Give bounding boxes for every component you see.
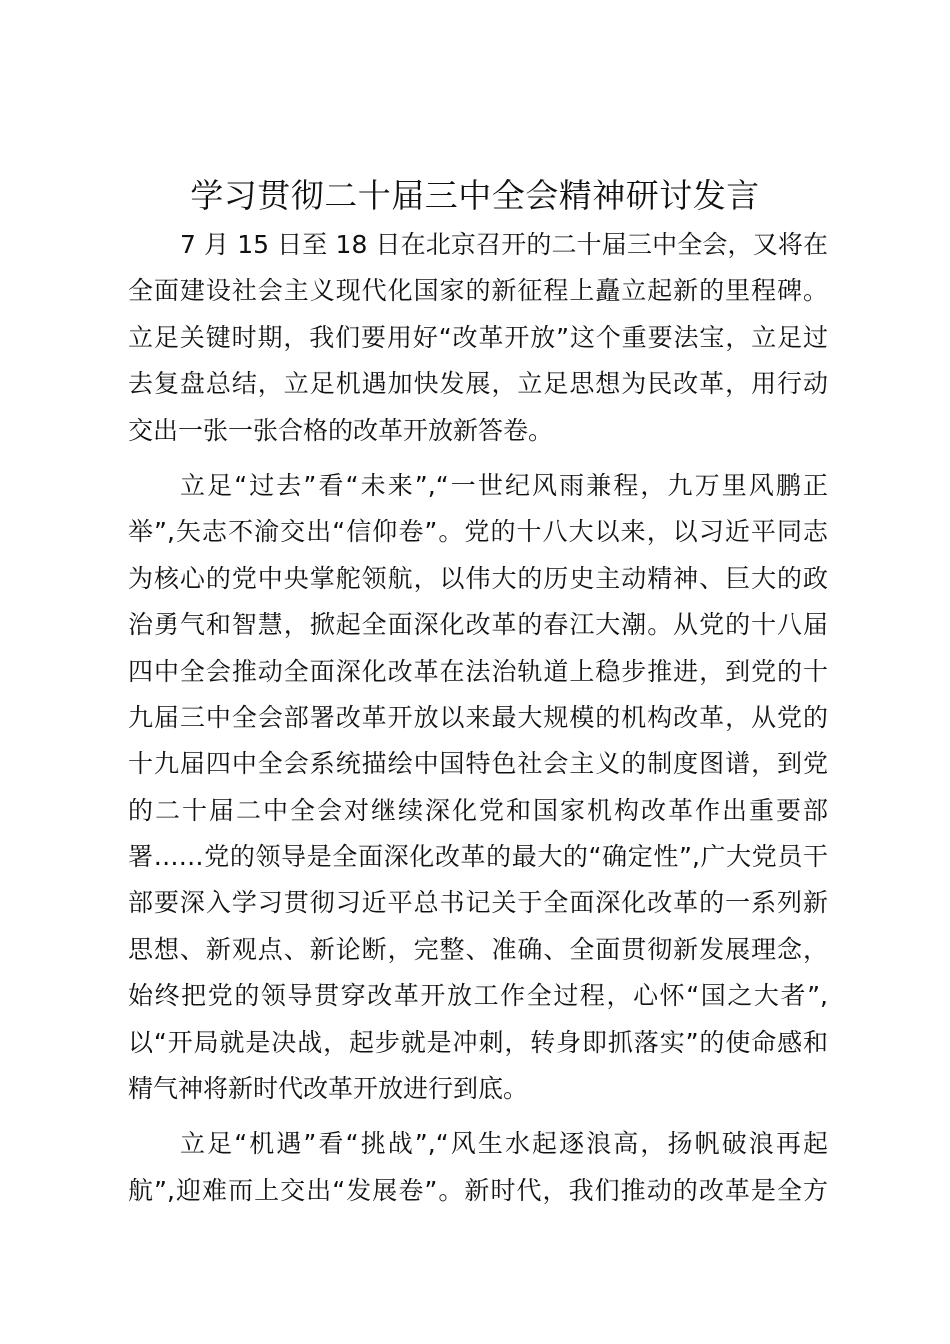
paragraph-line: 立足“机遇”看“挑战”,“风生水起逐浪高，扬帆破浪再起 [180, 1129, 828, 1159]
paragraph-line: 部要深入学习贯彻习近平总书记关于全面深化改革的一系列新 [128, 888, 828, 918]
paragraph-line: 十九届四中全会系统描绘中国特色社会主义的制度图谱，到党 [128, 749, 828, 779]
paragraph-line: 去复盘总结，立足机遇加快发展，立足思想为民改革，用行动 [128, 369, 828, 399]
paragraph-line: 四中全会推动全面深化改革在法治轨道上稳步推进，到党的十 [128, 656, 828, 686]
paragraph-line: 的二十届二中全会对继续深化党和国家机构改革作出重要部 [128, 795, 828, 825]
document-title: 学习贯彻二十届三中全会精神研讨发言 [190, 176, 760, 215]
paragraph-line: 立足“过去”看“未来”,“一世纪风雨兼程，九万里风鹏正 [180, 470, 828, 500]
paragraph-line: 为核心的党中央掌舵领航，以伟大的历史主动精神、巨大的政 [128, 563, 828, 593]
paragraph-line: 全面建设社会主义现代化国家的新征程上矗立起新的里程碑。 [128, 276, 828, 306]
paragraph-line: 7 月 15 日至 18 日在北京召开的二十届三中全会，又将在 [180, 230, 828, 259]
paragraph-line: 始终把党的领导贯穿改革开放工作全过程，心怀“国之大者”, [128, 981, 828, 1011]
paragraph-line: 交出一张一张合格的改革开放新答卷。 [128, 415, 554, 445]
document-body [128, 222, 828, 1214]
paragraph-line: 九届三中全会部署改革开放以来最大规模的机构改革，从党的 [128, 702, 828, 732]
paragraph-line: 航”,迎难而上交出“发展卷”。新时代，我们推动的改革是全方 [128, 1175, 828, 1205]
paragraph-spacer [128, 454, 828, 463]
paragraph-line: 治勇气和智慧，掀起全面深化改革的春江大潮。从党的十八届 [128, 610, 828, 640]
paragraph-line: 精气神将新时代改革开放进行到底。 [128, 1074, 529, 1104]
paragraph-line: 以“开局就是决战，起步就是冲刺，转身即抓落实”的使命感和 [128, 1027, 828, 1057]
paragraph-line: 思想、新观点、新论断，完整、准确、全面贯彻新发展理念， [128, 934, 828, 964]
paragraph-3 [128, 1121, 828, 1214]
paragraph-2 [128, 463, 828, 1112]
paragraph-line: 立足关键时期，我们要用好“改革开放”这个重要法宝，立足过 [128, 322, 828, 352]
paragraph-line: 署……党的领导是全面深化改革的最大的“确定性”,广大党员干 [128, 842, 828, 872]
paragraph-spacer [128, 1112, 828, 1121]
paragraph-line: 举”,矢志不渝交出“信仰卷”。党的十八大以来，以习近平同志 [128, 517, 828, 547]
paragraph-1 [128, 222, 828, 454]
